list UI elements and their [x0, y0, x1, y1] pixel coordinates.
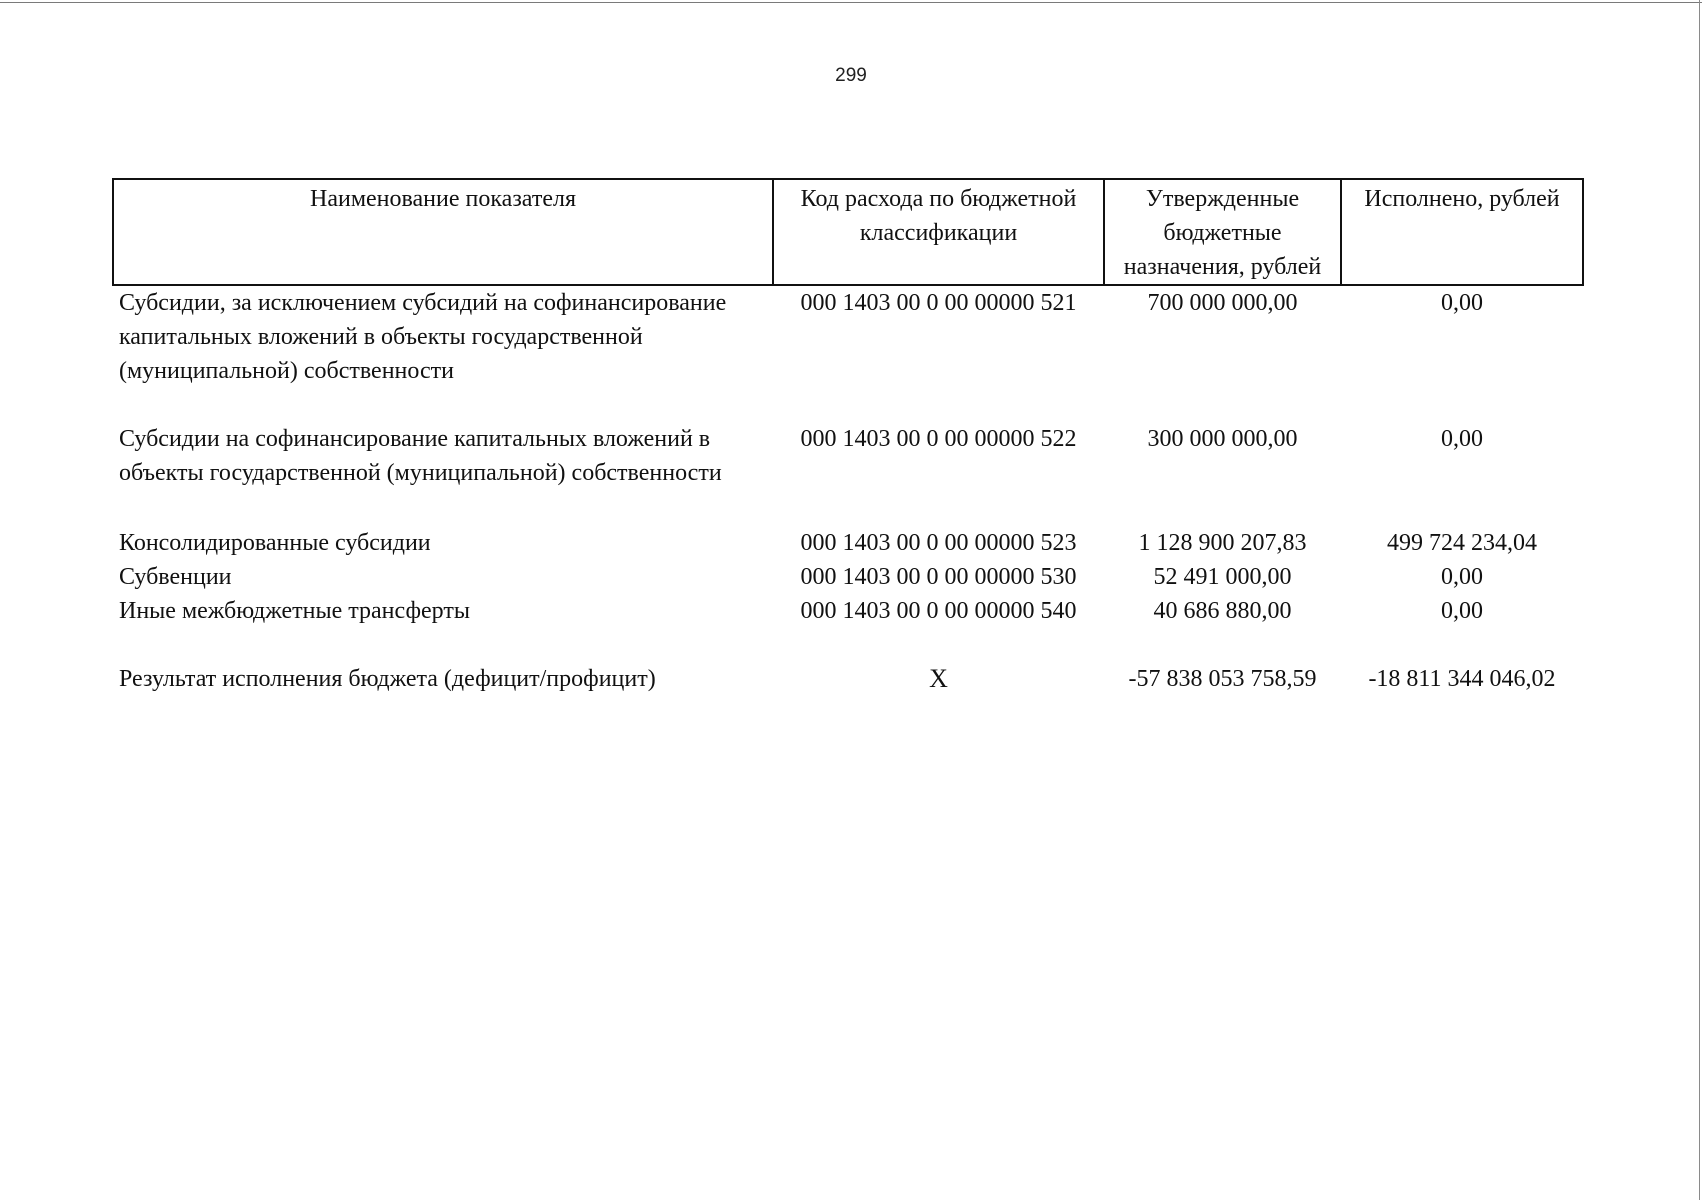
row-executed: 0,00 — [1441, 290, 1483, 316]
header-expense-code: Код расхода по бюджетной классификации — [773, 179, 1104, 285]
scan-edge-right — [1699, 0, 1700, 1200]
row-code: 000 1403 00 0 00 00000 521 — [800, 290, 1077, 316]
result-name: Результат исполнения бюджета (дефицит/профицит) — [119, 666, 656, 692]
header-executed: Исполнено, рублей — [1341, 179, 1583, 285]
row-executed: 0,00 — [1441, 564, 1483, 590]
row-approved: 700 000 000,00 — [1147, 290, 1298, 316]
row-name: Иные межбюджетные трансферты — [119, 598, 470, 624]
table-header-row — [113, 179, 1583, 285]
table-row — [113, 594, 1583, 628]
table-row — [113, 422, 1583, 526]
page-number: 299 — [835, 65, 867, 86]
row-code: 000 1403 00 0 00 00000 540 — [800, 598, 1077, 624]
row-executed: 0,00 — [1441, 598, 1483, 624]
row-approved: 300 000 000,00 — [1147, 426, 1298, 452]
row-code: 000 1403 00 0 00 00000 530 — [800, 564, 1077, 590]
row-executed: 0,00 — [1441, 426, 1483, 452]
header-indicator-name: Наименование показателя — [113, 179, 773, 285]
row-name: Консолидированные субсидии — [119, 530, 431, 556]
scan-edge-top — [0, 2, 1702, 3]
table-spacer-row — [113, 628, 1583, 662]
table-row-result — [113, 662, 1583, 696]
table-row — [113, 526, 1583, 560]
budget-table-container — [112, 178, 1582, 696]
budget-execution-table — [112, 178, 1584, 696]
header-approved-appropriations: Утвержденные бюджетные назначения, рублей — [1104, 179, 1341, 285]
row-executed: 499 724 234,04 — [1387, 530, 1537, 556]
row-approved: 40 686 880,00 — [1153, 598, 1292, 624]
result-code: X — [929, 664, 948, 693]
table-row — [113, 285, 1583, 422]
row-name: Субсидии, за исключением субсидий на софинансирование капитальных вложений в объекты государственной (муниципальной) собственности — [119, 290, 727, 384]
row-approved: 1 128 900 207,83 — [1138, 530, 1307, 556]
result-executed: -18 811 344 046,02 — [1368, 666, 1556, 692]
row-name: Субвенции — [119, 564, 232, 590]
row-name: Субсидии на софинансирование капитальных вложений в объекты государственной (муниципальной) собственности — [119, 426, 722, 486]
result-approved: -57 838 053 758,59 — [1128, 666, 1317, 692]
row-approved: 52 491 000,00 — [1153, 564, 1292, 590]
row-code: 000 1403 00 0 00 00000 522 — [800, 426, 1077, 452]
table-row — [113, 560, 1583, 594]
row-code: 000 1403 00 0 00 00000 523 — [800, 530, 1077, 556]
